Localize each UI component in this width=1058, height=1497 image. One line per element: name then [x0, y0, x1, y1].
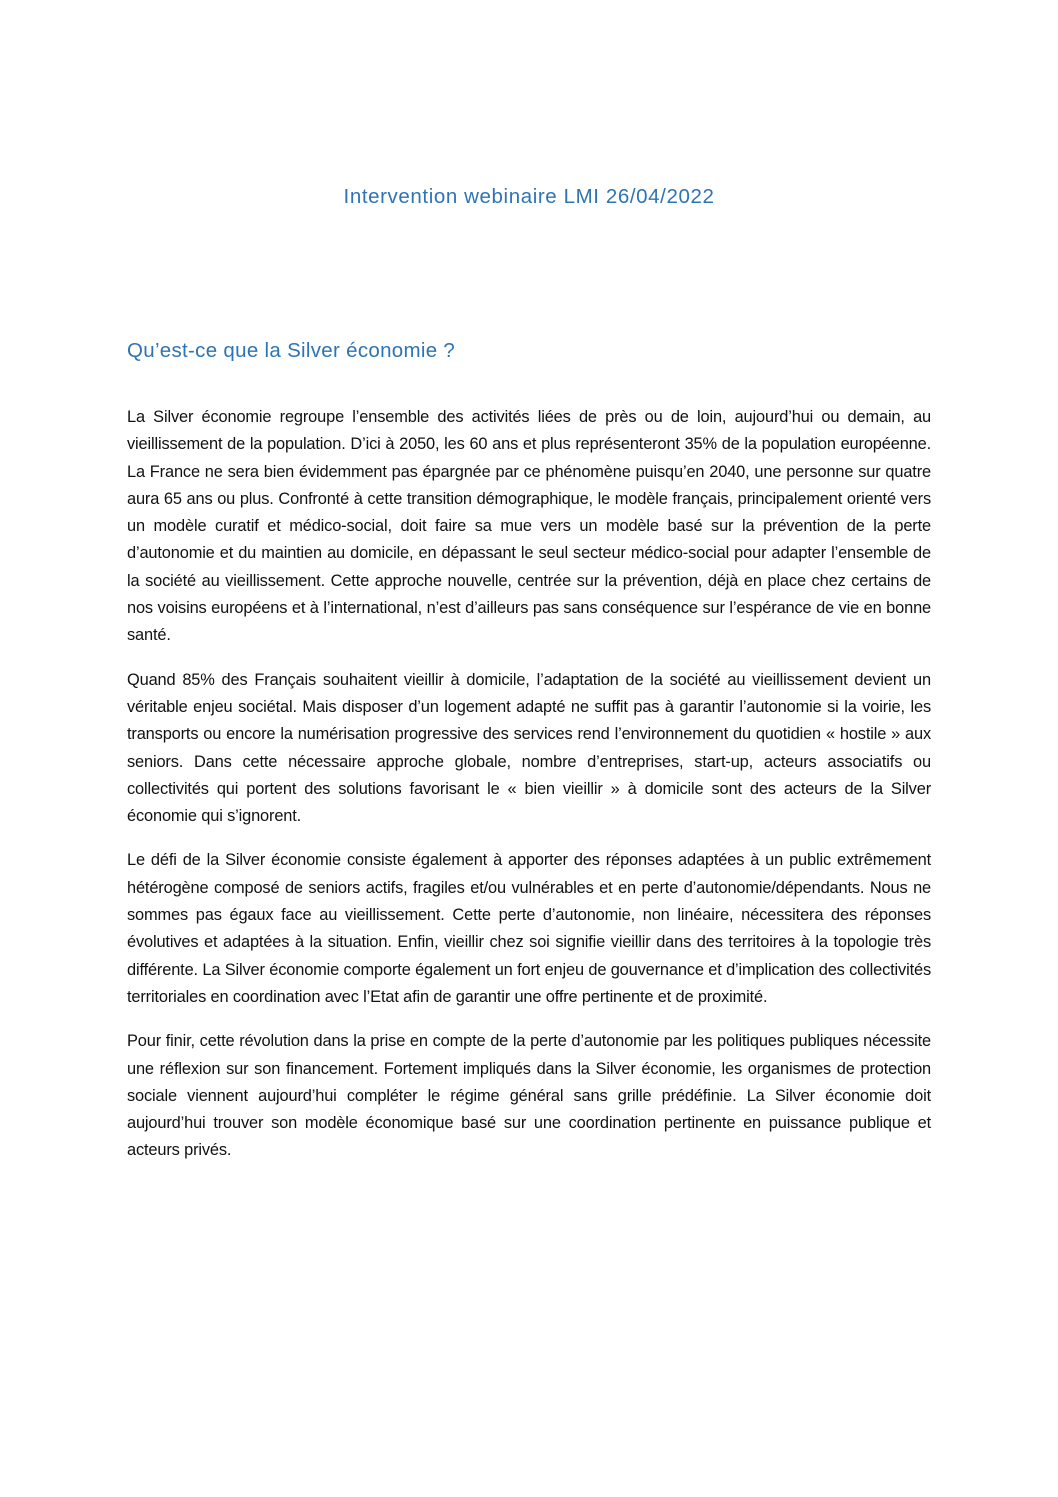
body-text — [127, 404, 931, 1182]
document-title: Intervention webinaire LMI 26/04/2022 — [343, 185, 715, 208]
section-heading: Qu’est-ce que la Silver économie ? — [127, 339, 456, 362]
paragraph-4: Pour finir, cette révolution dans la prise en compte de la perte d’autonomie par les politiques publiques nécessite une réflexion sur son financement. Fortement impliqués dans la Silver économie, les organismes de protection sociale viennent aujourd’hui compléter le régime général sans grille prédéfinie. La Silver économie doit aujourd’hui trouver son modèle économique basé sur une coordination pertinente en puissance publique et acteurs privés. — [127, 1032, 931, 1160]
paragraph-2: Quand 85% des Français souhaitent vieillir à domicile, l’adaptation de la société au vieillissement devient un véritable enjeu sociétal. Mais disposer d’un logement adapté ne suffit pas à garantir l’autonomie si la voirie, les transports ou encore la numérisation progressive des services rend l’environnement du quotidien « hostile » aux seniors. Dans cette nécessaire approche globale, nombre d’entreprises, start-up, acteurs associatifs ou collectivités qui portent des solutions favorisant le « bien vieillir » à domicile sont des acteurs de la Silver économie qui s’ignorent. — [127, 670, 931, 826]
paragraph-3: Le défi de la Silver économie consiste également à apporter des réponses adaptées à un public extrêmement hétérogène composé de seniors actifs, fragiles et/ou vulnérables et en perte d’autonomie/dépendants. Nous ne sommes pas égaux face au vieillissement. Cette perte d’autonomie, non linéaire, nécessitera des réponses évolutives et adaptées à la situation. Enfin, vieillir chez soi signifie vieillir dans des territoires à la topologie très différente. La Silver économie comporte également un fort enjeu de gouvernance et d’implication des collectivités territoriales en coordination avec l’Etat afin de garantir une offre pertinente et de proximité. — [127, 851, 931, 1006]
paragraph-1: La Silver économie regroupe l’ensemble des activités liées de près ou de loin, aujourd’hui ou demain, au vieillissement de la population. D’ici à 2050, les 60 ans et plus représenteront 35% de la population européenne. La France ne sera bien évidemment pas épargnée par ce phénomène puisqu’en 2040, une personne sur quatre aura 65 ans ou plus. Confronté à cette transition démographique, le modèle français, principalement orienté vers un modèle curatif et médico-social, doit faire sa mue vers un modèle basé sur la prévention de la perte d’autonomie et du maintien au domicile, en dépassant le seul secteur médico-social pour adapter l’ensemble de la société au vieillissement. Cette approche nouvelle, centrée sur la prévention, déjà en place chez certains de nos voisins européens et à l’international, n’est d’ailleurs pas sans conséquence sur l’espérance de vie en bonne santé. — [127, 408, 931, 645]
